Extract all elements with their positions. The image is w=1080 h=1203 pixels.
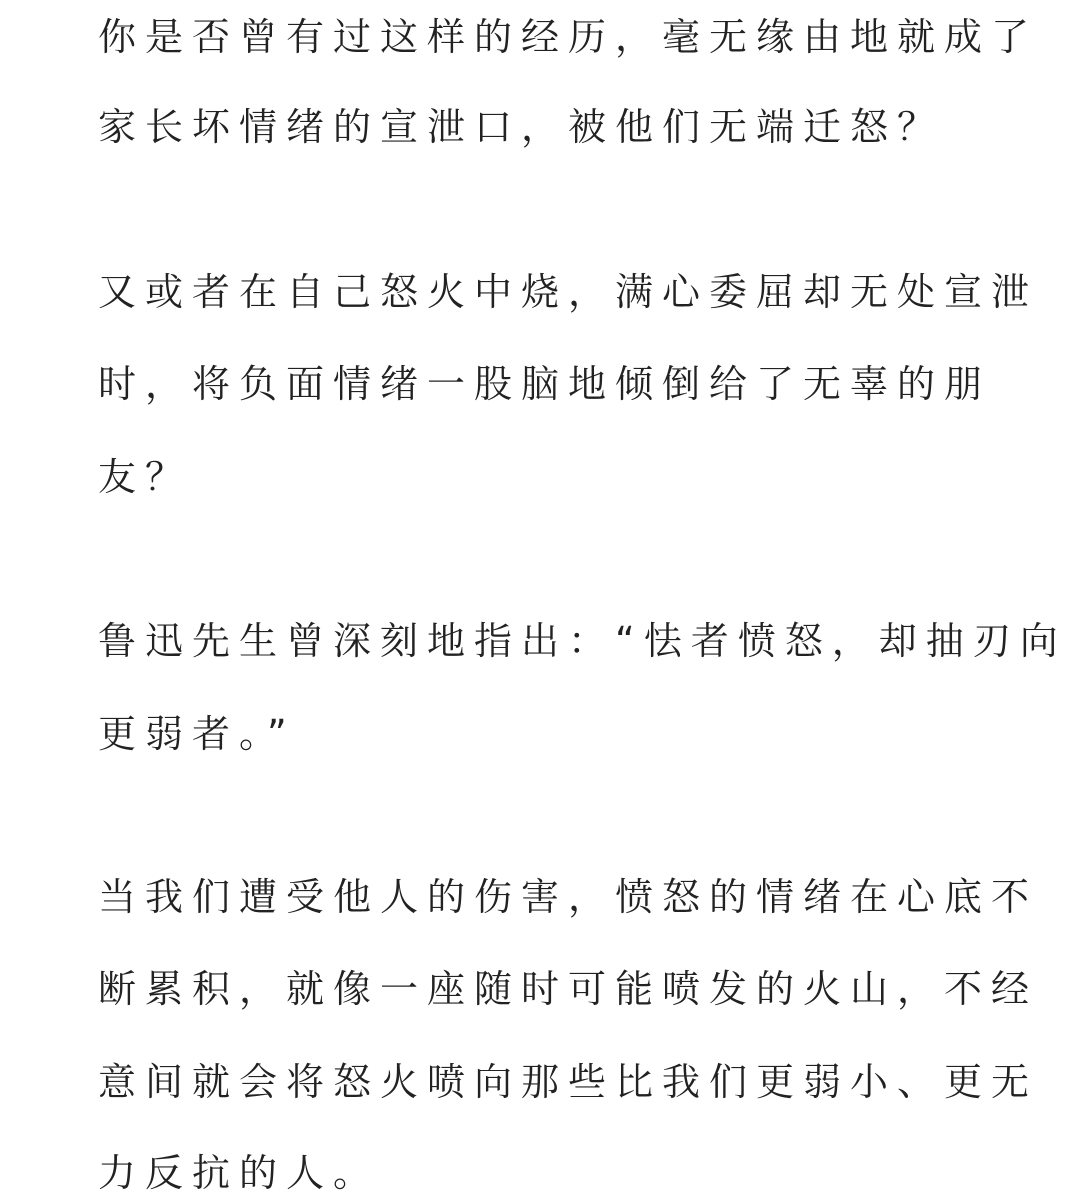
paragraph-line: 鲁迅先生曾深刻地指出：“怯者愤怒，却抽刃向 (98, 619, 1067, 663)
paragraph-line: 力反抗的人。 (98, 1151, 381, 1195)
paragraph-line: 家长坏情绪的宣泄口，被他们无端迁怒？ (98, 105, 945, 149)
paragraph-line: 你是否曾有过这样的经历，毫无缘由地就成了 (98, 15, 1039, 59)
paragraph-line: 断累积，就像一座随时可能喷发的火山，不经 (98, 967, 1039, 1011)
paragraph-line: 友？ (98, 455, 193, 499)
paragraph-line: 意间就会将怒火喷向那些比我们更弱小、更无 (98, 1060, 1039, 1104)
paragraph-line: 又或者在自己怒火中烧，满心委屈却无处宣泄 (98, 270, 1039, 314)
paragraph-line: 时，将负面情绪一股脑地倾倒给了无辜的朋 (98, 362, 992, 406)
paragraph-line: 当我们遭受他人的伤害，愤怒的情绪在心底不 (98, 875, 1039, 919)
paragraph-line: 更弱者。” (98, 712, 296, 756)
